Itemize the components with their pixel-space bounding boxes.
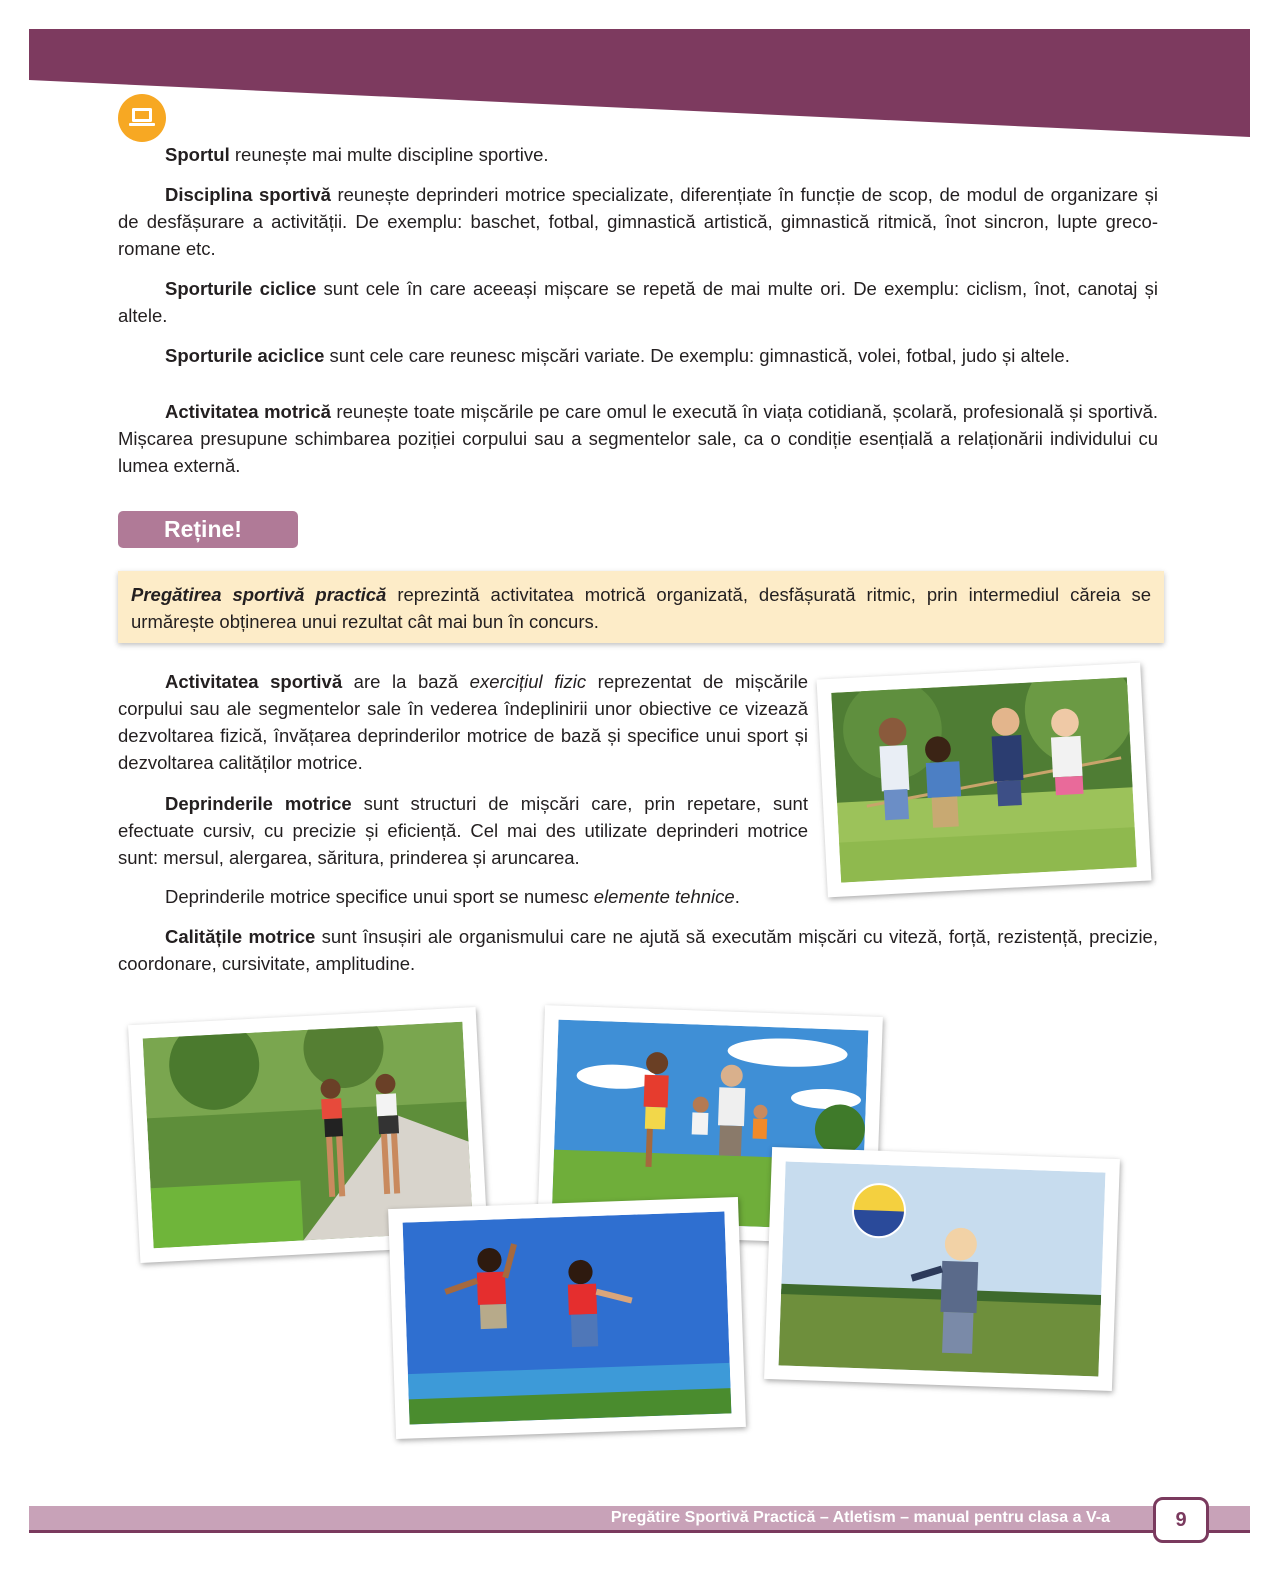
note-term: Pregătirea sportivă practică: [131, 584, 387, 605]
photo-tug-of-war: [817, 663, 1152, 898]
definition-text: reunește mai multe discipline sportive.: [229, 144, 549, 165]
laptop-icon: [118, 94, 166, 142]
definition-text: reunește toate mișcările pe care omul le execută în viața cotidiană, școlară, profesională și sportivă. Mișcarea presupune schimbarea poziției corpului sau a segmentelor sale, ca o condiție esențială a relaționării individului cu lumea externă.: [118, 401, 1158, 476]
term-activitatea-motrica: Activitatea motrică: [165, 401, 331, 422]
photo-kids-jumping: [388, 1197, 746, 1439]
term-disciplina: Disciplina sportivă: [165, 184, 331, 205]
italic-term: exercițiul fizic: [469, 671, 587, 692]
paragraph-calitatile-motrice: [118, 923, 1158, 977]
paragraph-activitatea-sportiva: [118, 668, 808, 776]
photo-toddler-ball: [764, 1147, 1120, 1391]
italic-term: elemente tehnice: [593, 886, 735, 907]
footer-text: Pregătire Sportivă Practică – Atletism – manual pentru clasa a V-a: [610, 1509, 1110, 1526]
paragraph-aciclice: [118, 342, 1158, 369]
paragraph-ciclice: [118, 275, 1158, 329]
term-ciclice: Sporturile ciclice: [165, 278, 317, 299]
definition-text: reprezentat de mișcările corpului sau ale segmentelor sale în vederea îndeplinirii unor obiective ce vizează dezvoltarea fizică, învățarea deprinderilor motrice de bază și specifice unui sport și dezvoltarea calităților motrice.: [118, 671, 808, 773]
term-aciclice: Sporturile aciclice: [165, 345, 325, 366]
note-box: [118, 571, 1164, 643]
paragraph-activitatea-motrica: [118, 398, 1158, 479]
note-text: reprezintă activitatea motrică organizată, desfășurată ritmic, prin intermediul căreia se urmărește obținerea unui rezultat cât mai bun în concurs.: [131, 584, 1151, 632]
page-number: 9: [1153, 1497, 1209, 1543]
retine-heading: Reține!: [118, 511, 298, 548]
paragraph-disciplina: [118, 181, 1158, 262]
definition-text: reunește deprinderi motrice specializate, diferențiate în funcție de scop, de modul de organizare și de desfășurare a activității. De exemplu: baschet, fotbal, gimnastică artistică, gimnastică ritmică, înot sincron, lupte greco-romane etc.: [118, 184, 1159, 259]
header-band: [0, 0, 1270, 150]
term-calitatile-motrice: Calitățile motrice: [165, 926, 316, 947]
paragraph-deprinderile-motrice: [118, 790, 808, 871]
definition-text: are la bază: [342, 671, 470, 692]
definition-text: Deprinderile motrice specifice unui sport se numesc: [165, 886, 594, 907]
term-deprinderile-motrice: Deprinderile motrice: [165, 793, 352, 814]
definition-text: sunt însușiri ale organismului care ne ajută să executăm mișcări cu viteză, forță, rezistență, precizie, coordonare, cursivitate, amplitudine.: [118, 926, 1158, 974]
paragraph-sportul: [118, 141, 1158, 168]
definition-text: sunt cele care reunesc mișcări variate. De exemplu: gimnastică, volei, fotbal, judo și altele.: [324, 345, 1070, 366]
definition-text: sunt structuri de mișcări care, prin repetare, sunt efectuate cursiv, cu precizie și eficiență. Cel mai des utilizate deprinderi motrice sunt: mersul, alergarea, săritura, prinderea și aruncarea.: [118, 793, 808, 868]
period: .: [734, 886, 740, 907]
definition-text: sunt cele în care aceeași mișcare se repetă de mai multe ori. De exemplu: ciclism, înot, canotaj și altele.: [118, 278, 1159, 326]
term-sportul: Sportul: [165, 144, 230, 165]
term-activitatea-sportiva: Activitatea sportivă: [165, 671, 343, 692]
